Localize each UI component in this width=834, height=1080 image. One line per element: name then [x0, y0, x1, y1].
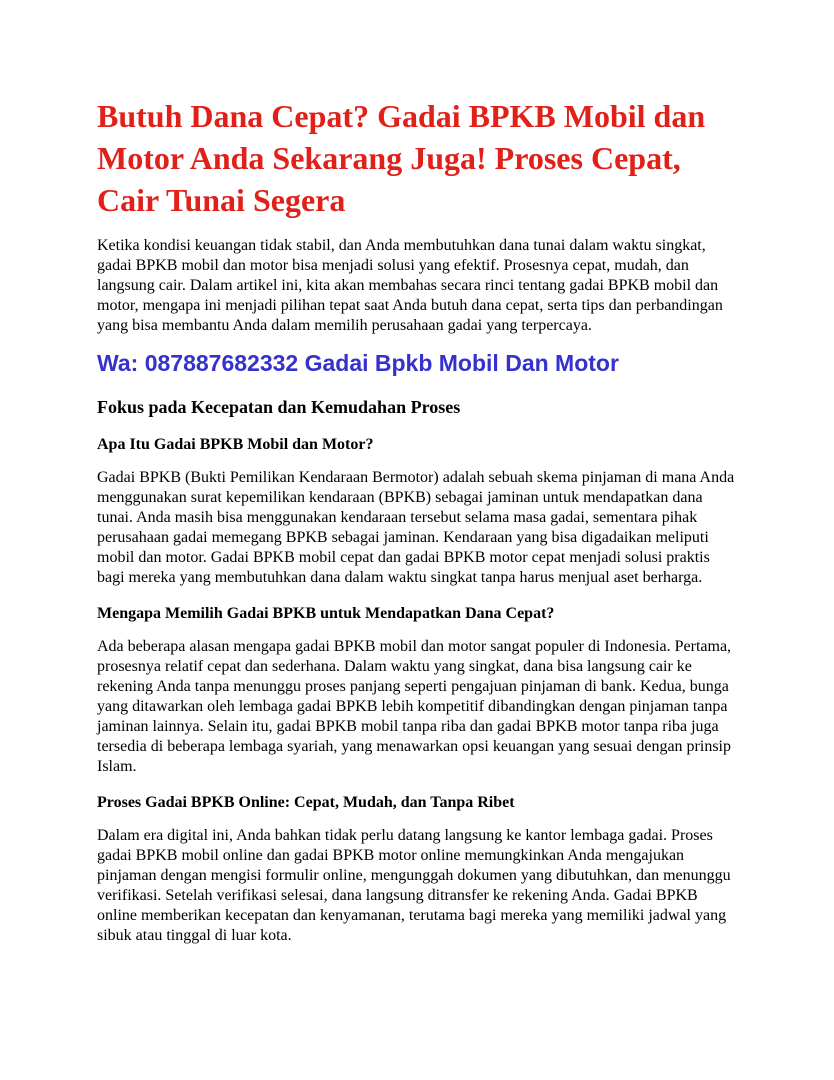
section-paragraph-proses-online: Dalam era digital ini, Anda bahkan tidak perlu datang langsung ke kantor lembaga gadai. Proses gadai BPKB mobil online dan gadai BPKB motor online memungkinkan Anda mengajukan pinjaman dengan mengisi formulir online, mengunggah dokumen yang dibutuhkan, dan menunggu verifikasi. Setelah verifikasi selesai, dana langsung ditransfer ke rekening Anda. Gadai BPKB online memberikan kecepatan dan kenyamanan, terutama bagi mereka yang memiliki jadwal yang sibuk atau tinggal di luar kota.	[97, 827, 731, 945]
section-heading-proses-online: Proses Gadai BPKB Online: Cepat, Mudah, dan Tanpa Ribet	[97, 794, 515, 812]
main-title: Butuh Dana Cepat? Gadai BPKB Mobil dan Motor Anda Sekarang Juga! Proses Cepat, Cair Tunai Segera	[97, 98, 706, 219]
section-heading-mengapa-memilih: Mengapa Memilih Gadai BPKB untuk Mendapatkan Dana Cepat?	[97, 605, 555, 623]
whatsapp-contact-heading: Wa: 087887682332 Gadai Bpkb Mobil Dan Motor	[97, 349, 619, 376]
focus-heading: Fokus pada Kecepatan dan Kemudahan Proses	[97, 397, 461, 418]
intro-paragraph: Ketika kondisi keuangan tidak stabil, dan Anda membutuhkan dana tunai dalam waktu singkat, gadai BPKB mobil dan motor bisa menjadi solusi yang efektif. Prosesnya cepat, mudah, dan langsung cair. Dalam artikel ini, kita akan membahas secara rinci tentang gadai BPKB mobil dan motor, mengapa ini menjadi pilihan tepat saat Anda butuh dana cepat, serta tips dan perbandingan yang bisa membantu Anda dalam memilih perusahaan gadai yang terpercaya.	[97, 236, 723, 334]
section-paragraph-mengapa-memilih: Ada beberapa alasan mengapa gadai BPKB mobil dan motor sangat populer di Indonesia. Pertama, prosesnya relatif cepat dan sederhana. Dalam waktu yang singkat, dana bisa langsung cair ke rekening Anda tanpa menunggu proses panjang seperti pengajuan pinjaman di bank. Kedua, bunga yang ditawarkan oleh lembaga gadai BPKB lebih kompetitif dibandingkan dengan pinjaman tanpa jaminan lainnya. Selain itu, gadai BPKB mobil tanpa riba dan gadai BPKB motor tanpa riba juga tersedia di beberapa lembaga syariah, yang menawarkan opsi keuangan yang sesuai dengan prinsip Islam.	[97, 638, 732, 776]
section-paragraph-apa-itu: Gadai BPKB (Bukti Pemilikan Kendaraan Bermotor) adalah sebuah skema pinjaman di mana Anda menggunakan surat kepemilikan kendaraan (BPKB) sebagai jaminan untuk mendapatkan dana tunai. Anda masih bisa menggunakan kendaraan tersebut selama masa gadai, sementara pihak perusahaan gadai memegang BPKB sebagai jaminan. Kendaraan yang bisa digadaikan meliputi mobil dan motor. Gadai BPKB mobil cepat dan gadai BPKB motor cepat menjadi solusi praktis bagi mereka yang membutuhkan dana dalam waktu singkat tanpa harus menjual aset berharga.	[97, 469, 735, 587]
section-heading-apa-itu: Apa Itu Gadai BPKB Mobil dan Motor?	[97, 435, 374, 453]
